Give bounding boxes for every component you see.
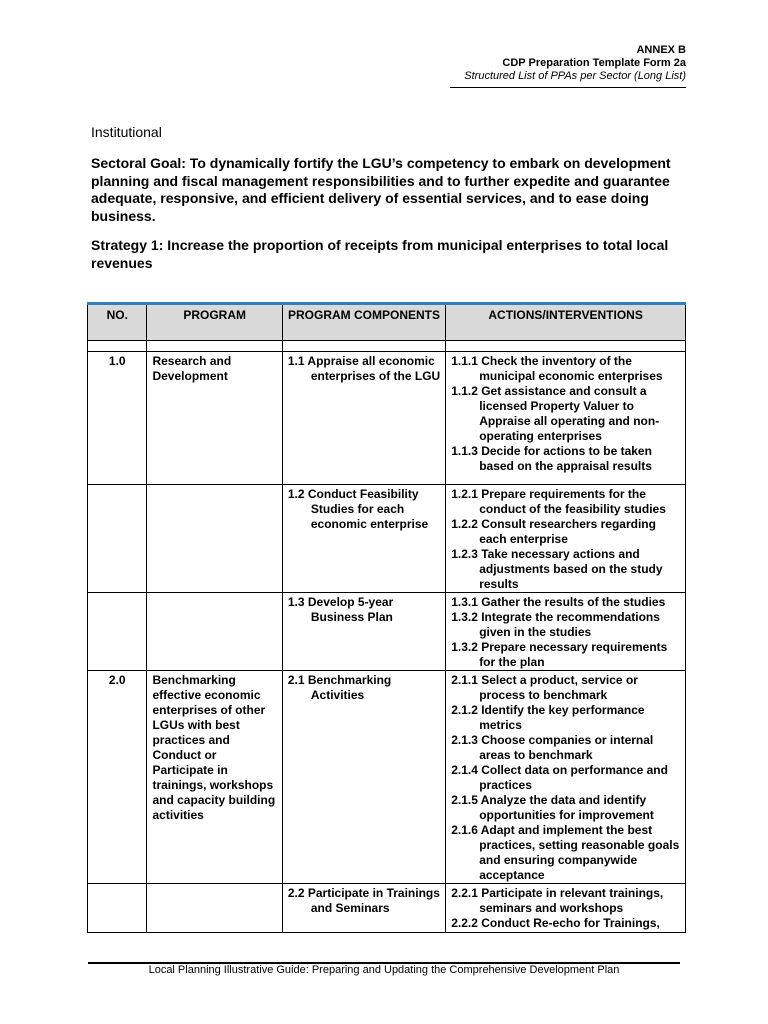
col-header-program: PROGRAM (147, 304, 282, 341)
row-program (147, 485, 282, 593)
component-text: 1.3 Develop 5-year Business Plan (287, 595, 394, 624)
action-item: 1.2.3 Take necessary actions and adjustments based on the study results (451, 547, 663, 591)
row-number (88, 884, 147, 933)
table-row (88, 884, 686, 933)
action-item: 2.2.1 Participate in relevant trainings, seminars and workshops (451, 886, 664, 915)
table-row (88, 352, 686, 485)
action-item: 2.1.1 Select a product, service or process to benchmark (451, 673, 638, 702)
action-item: 1.3.2 Prepare necessary requirements for the plan (451, 640, 668, 669)
annex-label: ANNEX B (636, 44, 686, 56)
form-title: CDP Preparation Template Form 2a (502, 57, 686, 69)
action-item: 2.1.2 Identify the key performance metrics (451, 703, 645, 732)
row-actions (446, 485, 686, 593)
component-text: 1.2 Conduct Feasibility Studies for each economic enterprise (287, 487, 429, 531)
row-component (282, 485, 445, 593)
action-item: 2.1.4 Collect data on performance and practices (451, 763, 668, 792)
row-number: 1.0 (88, 352, 147, 485)
row-number (88, 593, 147, 671)
row-number: 2.0 (88, 671, 147, 884)
row-program: Benchmarking effective economic enterprises of other LGUs with best practices and Conduct or Participate in trainings, workshops and capacity building activities (147, 671, 282, 884)
action-item: 1.3.2 Integrate the recommendations given in the studies (451, 610, 660, 639)
row-component (282, 671, 445, 884)
component-text: 2.2 Participate in Trainings and Seminars (287, 886, 440, 915)
row-program (147, 884, 282, 933)
action-item: 1.1.2 Get assistance and consult a licensed Property Valuer to Appraise all operating and non-operating enterprises (451, 384, 660, 443)
action-item: 2.1.3 Choose companies or internal areas to benchmark (451, 733, 654, 762)
row-component (282, 884, 445, 933)
row-actions (446, 671, 686, 884)
ppa-table (87, 302, 686, 933)
row-program (147, 593, 282, 671)
row-number (88, 485, 147, 593)
strategy-statement: Strategy 1: Increase the proportion of receipts from municipal enterprises to total local revenues (91, 237, 669, 271)
row-actions (446, 352, 686, 485)
action-item: 2.2.2 Conduct Re-echo for Trainings, (451, 916, 660, 930)
table-row (88, 671, 686, 884)
action-item: 1.3.1 Gather the results of the studies (451, 595, 666, 609)
row-actions (446, 593, 686, 671)
action-item: 2.1.5 Analyze the data and identify opportunities for improvement (451, 793, 654, 822)
action-item: 1.2.2 Consult researchers regarding each enterprise (451, 517, 656, 546)
row-program: Research and Development (147, 352, 282, 485)
table-header-row (88, 304, 686, 341)
table-spacer-row (88, 341, 686, 352)
action-item: 1.1.3 Decide for actions to be taken based on the appraisal results (451, 444, 652, 473)
action-item: 1.1.1 Check the inventory of the municipal economic enterprises (451, 354, 663, 383)
action-item: 1.2.1 Prepare requirements for the conduct of the feasibility studies (451, 487, 666, 516)
component-text: 2.1 Benchmarking Activities (287, 673, 392, 702)
table-row (88, 485, 686, 593)
col-header-actions: ACTIONS/INTERVENTIONS (446, 304, 686, 341)
col-header-no: NO. (88, 304, 147, 341)
row-actions (446, 884, 686, 933)
component-text: 1.1 Appraise all economic enterprises of the LGU (287, 354, 441, 383)
form-subtitle: Structured List of PPAs per Sector (Long List) (464, 70, 686, 82)
action-item: 2.1.6 Adapt and implement the best practices, setting reasonable goals and ensuring companywide acceptance (451, 823, 680, 882)
row-component (282, 352, 445, 485)
annex-header (464, 44, 686, 83)
row-component (282, 593, 445, 671)
header-divider (450, 87, 686, 88)
sector-title: Institutional (91, 124, 162, 140)
page-footer: Local Planning Illustrative Guide: Preparing and Updating the Comprehensive Development Plan (148, 964, 620, 976)
col-header-components: PROGRAM COMPONENTS (282, 304, 445, 341)
table-row (88, 593, 686, 671)
sectoral-goal: Sectoral Goal: To dynamically fortify the LGU’s competency to embark on development planning and fiscal management responsibilities and to further expedite and guarantee adequate, responsive, and efficient delivery of essential services, and to ease doing business. (91, 155, 671, 224)
